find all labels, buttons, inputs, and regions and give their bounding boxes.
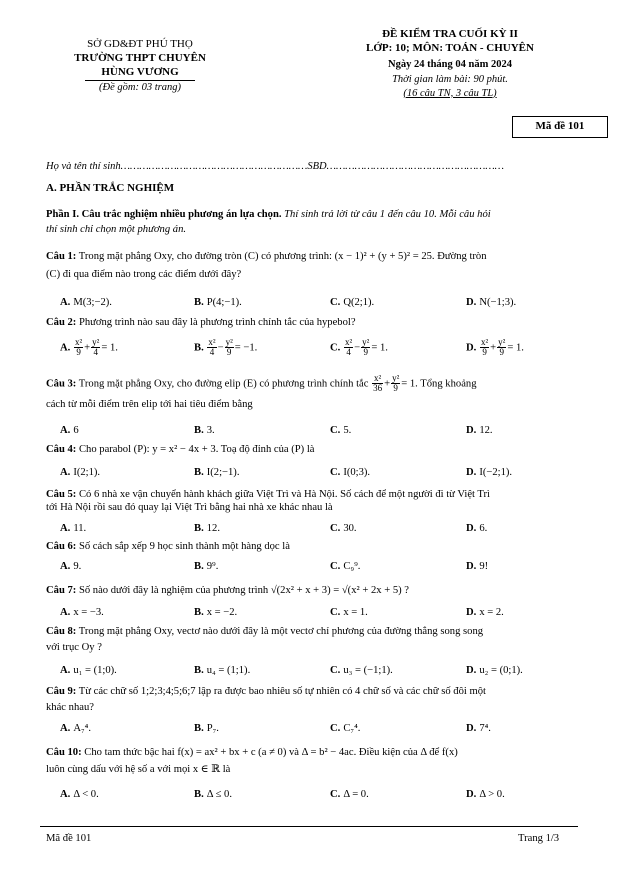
option-text: u₃ = (−1;1). (343, 665, 393, 676)
option-d[interactable]: D. $\frac{\text{x²}}{9}$ + $\frac{\text{y²}}{9}$ = 1. (466, 337, 524, 358)
option-d[interactable] (466, 296, 516, 309)
option-d[interactable] (466, 466, 512, 479)
question-3-options (46, 424, 576, 440)
option-letter: C. (330, 425, 341, 436)
part1-instruction-2: thí sinh chỉ chọn một phương án. (46, 224, 187, 236)
option-a[interactable] (60, 606, 104, 619)
school-name-line2: HÙNG VƯƠNG (101, 65, 179, 78)
question-text: Từ các chữ số 1;2;3;4;5;6;7 lập ra được bao nhiêu số tự nhiên có 4 chữ số và các chữ số đôi một (76, 686, 486, 697)
option-text: 3. (206, 425, 215, 436)
option-a[interactable] (60, 560, 81, 573)
question-10 (46, 746, 576, 776)
option-text: 30. (343, 523, 357, 534)
question-5-options (46, 522, 576, 538)
option-a[interactable]: A. $\frac{\text{x²}}{9}$ + $\frac{\text{y²}}{4}$ = 1. (60, 337, 118, 358)
option-letter: C. (330, 789, 341, 800)
option-b[interactable] (194, 788, 232, 801)
option-text: 9! (479, 561, 489, 572)
option-d[interactable] (466, 522, 487, 535)
option-letter: D. (466, 561, 477, 572)
option-text: P(4;−1). (206, 297, 242, 308)
option-text: C₇⁴. (343, 723, 361, 734)
option-letter: C. (330, 723, 341, 734)
footer-exam-code: Mã đề 101 (46, 833, 92, 844)
option-text: A₇⁴. (73, 723, 91, 734)
option-text: M(3;−2). (73, 297, 112, 308)
question-2-options (46, 334, 576, 368)
question-text: Trong mặt phẳng Oxy, vectơ nào dưới đây là một vectơ chỉ phương của đường thẳng song song (76, 626, 484, 637)
option-letter: D. (466, 665, 477, 676)
option-letter: B. (194, 467, 204, 478)
option-a[interactable] (60, 788, 99, 801)
option-b[interactable] (194, 424, 215, 437)
question-9 (46, 685, 576, 714)
question-7-options (46, 606, 576, 622)
question-9-options (46, 722, 576, 738)
option-letter: B. (194, 425, 204, 436)
question-number: Câu 4: (46, 444, 77, 455)
option-letter: B. (194, 665, 204, 676)
option-letter: D. (466, 523, 477, 534)
option-a[interactable] (60, 664, 117, 677)
option-letter: B. (194, 789, 204, 800)
option-c[interactable] (330, 522, 357, 535)
option-text: 6 (73, 425, 79, 436)
question-text-2: luôn cùng dấu với hệ số a với mọi x ∈ ℝ là (46, 764, 231, 776)
question-number: Câu 1: (46, 251, 77, 262)
school-name-line1: TRƯỜNG THPT CHUYÊN (74, 51, 206, 64)
page-count: (Đề gồm: 03 trang) (99, 82, 181, 94)
question-3: Câu 3: Trong mặt phẳng Oxy, cho đường elip (E) có phương trình chính tắc $\frac{\text{x²}}{36}$ + $\frac{\text{y²}}{9}$ = 1. Tổng khoảng cách từ mỗi điểm trên elip tới hai tiêu điểm bằng (46, 374, 576, 411)
part1-heading: Phần I. Câu trắc nghiệm nhiều phương án lựa chọn. (46, 209, 282, 220)
option-text: 9⁹. (206, 561, 219, 572)
question-6-options (46, 560, 576, 576)
question-text-2: khác nhau? (46, 702, 94, 714)
option-letter: C. (330, 467, 341, 478)
option-text: x = −2. (206, 607, 238, 618)
option-text: Δ > 0. (479, 789, 505, 800)
exam-duration: Thời gian làm bài: 90 phút. (392, 73, 508, 85)
option-letter: B. (194, 607, 204, 618)
option-text: 12. (479, 425, 493, 436)
option-letter: A. (60, 425, 71, 436)
question-text-2: cách từ mỗi điểm trên elip tới hai tiêu điểm bằng (46, 398, 253, 410)
question-text: Có 6 nhà xe vận chuyển hành khách giữa Việt Trì và Hà Nội. Số cách để một người đi từ Việt Trì (76, 489, 490, 500)
question-2 (46, 316, 576, 329)
option-text: Δ = 0. (343, 789, 369, 800)
exam-title: ĐỀ KIỂM TRA CUỐI KỲ II (382, 28, 518, 40)
option-letter: D. (466, 467, 477, 478)
option-a[interactable] (60, 424, 79, 437)
option-c[interactable] (330, 722, 360, 735)
question-4 (46, 443, 576, 456)
option-text: u₂ = (0;1). (479, 665, 523, 676)
question-number: Câu 10: (46, 747, 82, 758)
option-text: C₉⁹. (343, 561, 361, 572)
option-letter: D. (466, 297, 477, 308)
question-text: Phương trình nào sau đây là phương trình chính tắc của hypebol? (76, 317, 356, 328)
question-text: Trong mặt phẳng Oxy, cho đường elip (E) có phương trình chính tắc (76, 378, 369, 390)
exam-structure: (16 câu TN, 3 câu TL) (403, 87, 497, 99)
option-letter: D. (466, 789, 477, 800)
question-number: Câu 9: (46, 686, 77, 697)
option-letter: C. (330, 607, 341, 618)
option-letter: B. (194, 297, 204, 308)
question-text: Cho parabol (P): y = x² − 4x + 3. Toạ độ đỉnh của (P) là (76, 444, 315, 455)
option-text: I(2;1). (73, 467, 101, 478)
option-text: 9. (73, 561, 82, 572)
question-5 (46, 488, 576, 514)
option-b[interactable] (194, 664, 250, 677)
option-d[interactable] (466, 664, 523, 677)
option-c[interactable] (330, 466, 370, 479)
department-name: SỞ GD&ĐT PHÚ THỌ (87, 38, 193, 50)
exam-date: Ngày 24 tháng 04 năm 2024 (388, 58, 512, 70)
option-letter: A. (60, 297, 71, 308)
option-b[interactable] (194, 296, 242, 309)
option-text: I(0;3). (343, 467, 371, 478)
question-text: Cho tam thức bậc hai f(x) = ax² + bx + c (a ≠ 0) và Δ = b² − 4ac. Điều kiện của Δ để f(x) (81, 747, 458, 758)
question-8 (46, 625, 576, 654)
exam-code: Mã đề 101 (535, 120, 585, 133)
option-text: Δ < 0. (73, 789, 99, 800)
option-b[interactable] (194, 466, 239, 479)
option-b[interactable] (194, 522, 220, 535)
question-text: Số nào dưới đây là nghiệm của phương trình √(2x² + x + 3) = √(x² + 2x + 5) ? (76, 585, 409, 596)
option-d[interactable] (466, 788, 505, 801)
option-text: x = 1. (343, 607, 368, 618)
student-info-line: Họ và tên thí sinh……………………………………………………SBD………………………………………………… (46, 161, 505, 172)
option-letter: D. (466, 607, 477, 618)
option-a[interactable] (60, 296, 112, 309)
option-letter: D. (466, 425, 477, 436)
option-text: N(−1;3). (479, 297, 517, 308)
option-text: 5. (343, 425, 352, 436)
question-text: Trong mặt phẳng Oxy, cho đường tròn (C) có phương trình: (x − 1)² + (y + 5)² = 25. Đường tròn (76, 251, 487, 262)
option-text: 11. (73, 523, 87, 534)
option-letter: A. (60, 723, 71, 734)
option-letter: A. (60, 607, 71, 618)
part1-instruction-1: Thí sinh trả lời từ câu 1 đến câu 10. Mỗi câu hỏi (281, 209, 491, 220)
question-text-2: (C) đi qua điểm nào trong các điểm dưới đây? (46, 269, 242, 281)
question-text-2: tới Hà Nội rồi sau đó quay lại Việt Trì bằng hai nhà xe khác nhau là (46, 502, 333, 514)
question-6 (46, 540, 576, 553)
option-text: I(−2;1). (479, 467, 513, 478)
option-letter: B. (194, 561, 204, 572)
question-8-options (46, 664, 576, 680)
option-d[interactable] (466, 722, 491, 735)
question-number: Câu 6: (46, 541, 77, 552)
part1-instructions (46, 208, 576, 236)
option-text: 12. (206, 523, 220, 534)
option-letter: B. (194, 523, 204, 534)
option-a[interactable] (60, 522, 86, 535)
question-1 (46, 250, 576, 281)
option-text: Δ ≤ 0. (206, 789, 233, 800)
option-b[interactable] (194, 722, 219, 735)
option-letter: B. (194, 723, 204, 734)
option-text: I(2;−1). (206, 467, 240, 478)
option-b[interactable] (194, 560, 218, 573)
option-a[interactable] (60, 722, 91, 735)
question-number: Câu 3: (46, 378, 77, 390)
option-text: x = 2. (479, 607, 504, 618)
question-text: Số cách sắp xếp 9 học sinh thành một hàng dọc là (76, 541, 290, 552)
option-b[interactable]: B. $\frac{\text{x²}}{4}$ − $\frac{\text{y²}}{9}$ = −1. (194, 337, 258, 358)
question-text-2: với trục Oy ? (46, 642, 102, 654)
option-letter: C. (330, 561, 341, 572)
option-d[interactable] (466, 560, 488, 573)
question-number: Câu 5: (46, 489, 77, 500)
option-letter: A. (60, 561, 71, 572)
option-c[interactable] (330, 788, 369, 801)
option-c[interactable] (330, 560, 360, 573)
option-text: u₁ = (1;0). (73, 665, 117, 676)
option-text: 7⁴. (479, 723, 491, 734)
option-letter: C. (330, 523, 341, 534)
footer-divider (40, 826, 578, 827)
exam-code-box (512, 116, 608, 138)
option-letter: A. (60, 523, 71, 534)
option-b[interactable] (194, 606, 237, 619)
option-c[interactable] (330, 606, 368, 619)
option-c[interactable] (330, 664, 393, 677)
option-a[interactable] (60, 466, 100, 479)
footer-page-number: Trang 1/3 (518, 833, 560, 844)
option-d[interactable] (466, 606, 504, 619)
option-text: u₄ = (1;1). (206, 665, 251, 676)
question-number: Câu 8: (46, 626, 77, 637)
question-number: Câu 7: (46, 585, 77, 596)
option-c[interactable] (330, 296, 374, 309)
option-letter: A. (60, 665, 71, 676)
option-text: x = −3. (73, 607, 104, 618)
question-number: Câu 2: (46, 317, 77, 328)
option-text: 6. (479, 523, 488, 534)
option-c[interactable]: C. $\frac{\text{x²}}{4}$ − $\frac{\text{y²}}{9}$ = 1. (330, 337, 388, 358)
class-subject: LỚP: 10; MÔN: TOÁN - CHUYÊN (366, 41, 534, 54)
option-letter: A. (60, 467, 71, 478)
school-header (40, 38, 240, 94)
question-7 (46, 584, 576, 597)
option-letter: A. (60, 789, 71, 800)
option-letter: C. (330, 665, 341, 676)
option-letter: D. (466, 723, 477, 734)
question-4-options (46, 466, 576, 482)
section-title: A. PHẦN TRẮC NGHIỆM (46, 182, 175, 194)
option-d[interactable] (466, 424, 493, 437)
option-text: Q(2;1). (343, 297, 375, 308)
option-text: P₇. (206, 723, 219, 734)
exam-header (300, 28, 600, 100)
option-c[interactable] (330, 424, 351, 437)
question-10-options (46, 788, 576, 804)
option-letter: C. (330, 297, 341, 308)
question-1-options (46, 296, 576, 312)
